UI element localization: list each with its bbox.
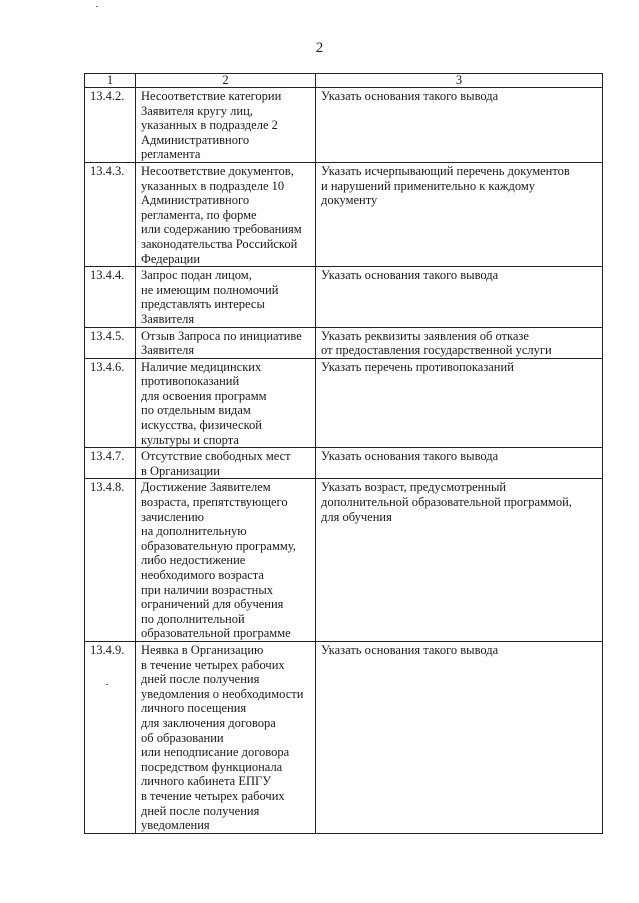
condition-line: личного посещения (141, 701, 247, 716)
action-cell (316, 448, 603, 479)
table-body (85, 88, 603, 834)
condition-line: противопоказаний (141, 374, 240, 389)
action-cell (316, 162, 603, 266)
condition-line: Отсутствие свободных мест (141, 449, 291, 464)
condition-cell (136, 267, 316, 327)
condition-cell (136, 641, 316, 833)
row-number-cell: 13.4.4. (85, 267, 136, 327)
condition-line: личного кабинета ЕПГУ (141, 774, 272, 789)
condition-line: по дополнительной (141, 611, 245, 626)
table-row (85, 479, 603, 642)
grounds-table (84, 73, 603, 834)
action-cell (316, 267, 603, 327)
table-row (85, 162, 603, 266)
table-row (85, 358, 603, 448)
condition-line: образовательной программе (141, 626, 291, 641)
action-line: от предоставления государственной услуги (321, 343, 552, 358)
table-row (85, 641, 603, 833)
condition-line: указанных в подразделе 2 (141, 118, 278, 133)
condition-cell (136, 327, 316, 358)
action-line: Указать основания такого вывода (321, 642, 499, 657)
condition-line: или неподписание договора (141, 745, 290, 760)
action-line: дополнительной образовательной программой, (321, 495, 572, 510)
condition-line: указанных в подразделе 10 (141, 178, 285, 193)
condition-line: регламента (141, 147, 201, 162)
action-line: Указать возраст, предусмотренный (321, 480, 507, 495)
column-header-1: 1 (85, 74, 136, 88)
condition-line: для заключения договора (141, 715, 276, 730)
condition-line: Заявителя кругу лиц, (141, 103, 253, 118)
row-number-cell: 13.4.2. (85, 88, 136, 163)
row-number-cell: 13.4.3. (85, 162, 136, 266)
condition-line: в течение четырех рабочих (141, 788, 285, 803)
condition-line: для освоения программ (141, 388, 267, 403)
action-line: Указать основания такого вывода (321, 89, 499, 103)
condition-line: возраста, препятствующего (141, 495, 288, 510)
action-cell (316, 88, 603, 163)
row-number-cell: 13.4.9. (85, 641, 136, 833)
condition-line: культуры и спорта (141, 432, 239, 447)
column-header-2: 2 (136, 74, 316, 88)
action-line: для обучения (321, 509, 392, 524)
condition-line: искусства, физической (141, 418, 262, 433)
condition-line: об образовании (141, 730, 224, 745)
action-cell (316, 641, 603, 833)
action-cell (316, 479, 603, 642)
condition-line: образовательную программу, (141, 538, 296, 553)
condition-line: Несоответствие документов, (141, 163, 294, 178)
condition-cell (136, 479, 316, 642)
condition-line: представлять интересы (141, 297, 265, 312)
condition-cell (136, 162, 316, 266)
table-row (85, 327, 603, 358)
condition-line: в течение четырех рабочих (141, 657, 285, 672)
action-line: Указать основания такого вывода (321, 268, 499, 283)
table-row (85, 88, 603, 163)
condition-line: дней после получения (141, 672, 260, 687)
condition-line: Заявителя (141, 343, 195, 358)
condition-line: уведомления о необходимости (141, 686, 304, 701)
table-row (85, 267, 603, 327)
page-number: 2 (315, 40, 324, 56)
condition-line: в Организации (141, 463, 220, 478)
condition-line: при наличии возрастных (141, 582, 273, 597)
condition-line: Запрос подан лицом, (141, 268, 252, 283)
condition-cell (136, 448, 316, 479)
condition-line: Неявка в Организацию (141, 642, 264, 657)
condition-line: посредством функционала (141, 759, 283, 774)
row-number-cell: 13.4.7. (85, 448, 136, 479)
condition-line: Наличие медицинских (141, 359, 262, 374)
column-header-3: 3 (316, 74, 603, 88)
condition-line: ограничений для обучения (141, 597, 284, 612)
condition-line: Федерации (141, 251, 201, 266)
action-cell (316, 327, 603, 358)
condition-line: зачислению (141, 509, 205, 524)
condition-line: Отзыв Запроса по инициативе (141, 328, 302, 343)
condition-cell (136, 88, 316, 163)
condition-line: Административного (141, 193, 250, 208)
row-number-cell: 13.4.8. (85, 479, 136, 642)
condition-line: необходимого возраста (141, 568, 264, 582)
action-line: Указать перечень противопоказаний (321, 359, 514, 374)
table-row (85, 448, 603, 479)
condition-line: законодательства Российской (141, 236, 298, 251)
action-line: Указать исчерпывающий перечень документов (321, 163, 570, 178)
action-cell (316, 358, 603, 448)
condition-line: уведомления (141, 818, 210, 833)
scan-speck (106, 684, 108, 685)
row-number-cell: 13.4.5. (85, 327, 136, 358)
condition-line: Заявителя (141, 311, 195, 326)
row-number-cell: 13.4.6. (85, 358, 136, 448)
action-line: Указать реквизиты заявления об отказе (321, 328, 529, 343)
condition-line: или содержанию требованиям (141, 222, 302, 237)
action-line: документу (321, 193, 378, 208)
condition-cell (136, 358, 316, 448)
condition-line: либо недостижение (141, 553, 246, 568)
table-header (85, 74, 603, 88)
condition-line: Несоответствие категории (141, 89, 282, 103)
condition-line: дней после получения (141, 803, 260, 818)
header-row (85, 74, 603, 88)
condition-line: Административного (141, 132, 250, 147)
condition-line: по отдельным видам (141, 403, 251, 418)
condition-line: на дополнительную (141, 524, 247, 539)
action-line: и нарушений применительно к каждому (321, 178, 536, 193)
condition-line: Достижение Заявителем (141, 480, 271, 495)
condition-line: регламента, по форме (141, 207, 257, 222)
condition-line: не имеющим полномочий (141, 282, 279, 297)
action-line: Указать основания такого вывода (321, 449, 499, 464)
scan-speck (96, 6, 98, 7)
